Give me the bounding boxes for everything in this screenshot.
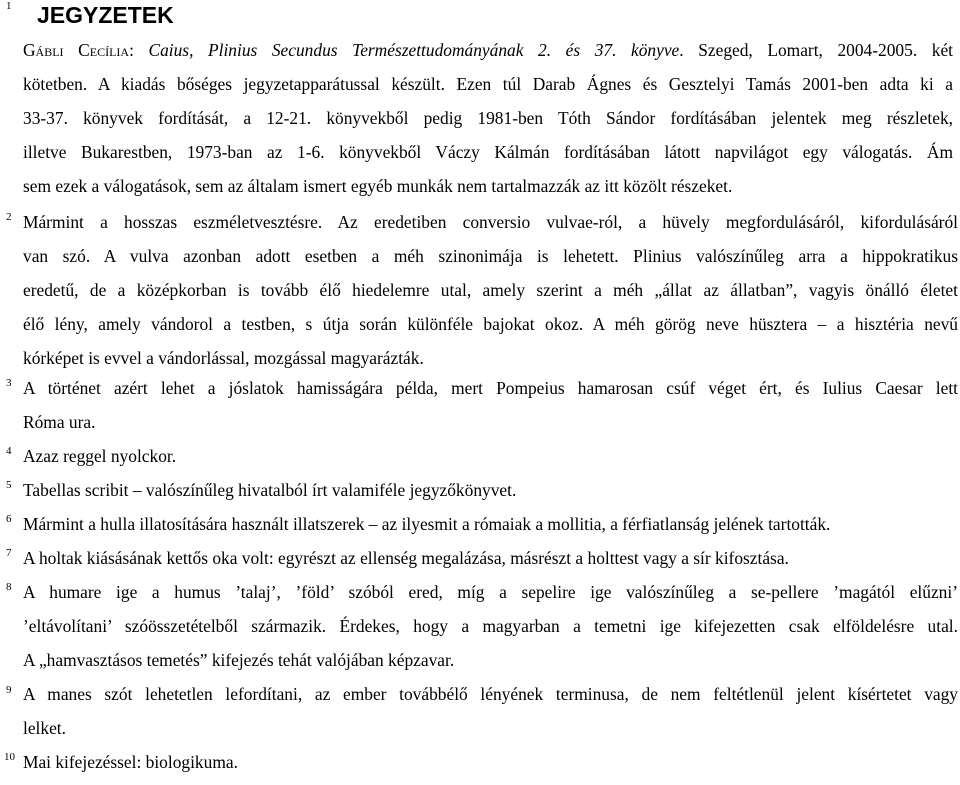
note-paragraph bbox=[23, 745, 958, 779]
book-title: Caius, Plinius Secundus Természettudományának 2. és 37. könyve bbox=[148, 40, 680, 60]
note-line: A történet azért lehet a jóslatok hamisságára példa, mert Pompeius hamarosan csúf véget ért, és Iulius Caesar lett bbox=[23, 378, 958, 398]
author-name: Gábli Cecília bbox=[23, 40, 130, 60]
heading-note-number: 1 bbox=[6, 0, 12, 12]
note-line: Mai kifejezéssel: biologikuma. bbox=[23, 752, 238, 772]
note-number: 7 bbox=[6, 547, 12, 559]
note-paragraph bbox=[23, 541, 958, 575]
author-separator: : bbox=[129, 40, 149, 60]
note-line: A humare ige a humus ’talaj’, ’föld’ szóból ered, míg a sepelire ige valószínűleg a se-pellere ’magától elűzni’ bbox=[23, 582, 958, 602]
note-line: Róma ura. bbox=[23, 412, 96, 432]
note-line: lelket. bbox=[23, 718, 66, 738]
note-line: sem ezek a válogatások, sem az általam ismert egyéb munkák nem tartalmazzák az itt közölt részeket. bbox=[23, 176, 733, 196]
note-line: Tabellas scribit – valószínűleg hivatalból írt valamiféle jegyzőkönyvet. bbox=[23, 480, 517, 500]
note-line: élő lény, amely vándorol a testben, s útja során különféle bajokat okoz. A méh görög neve hüsztera – a hisztéria nevű bbox=[23, 314, 958, 334]
note-number: 2 bbox=[6, 211, 12, 223]
note-line: kórképet is evvel a vándorlással, mozgással magyarázták. bbox=[23, 348, 424, 368]
note-text: . Szeged, Lomart, 2004-2005. két bbox=[679, 40, 953, 60]
note-paragraph bbox=[23, 371, 958, 439]
note-paragraph bbox=[23, 473, 958, 507]
note-paragraph bbox=[23, 575, 958, 677]
note-line: van szó. A vulva azonban adott esetben a méh szinonimája is lehetett. Plinius valószínűleg arra a hippokratikus bbox=[23, 246, 958, 266]
note-paragraph bbox=[23, 439, 958, 473]
note-line: Mármint a hulla illatosítására használt illatszerek – az ilyesmit a rómaiak a mollitia, a férfiatlanság jelének tartották. bbox=[23, 514, 831, 534]
note-number: 3 bbox=[6, 377, 12, 389]
note-paragraph bbox=[23, 205, 958, 375]
note-paragraph bbox=[23, 33, 953, 203]
note-line: A „hamvasztásos temetés” kifejezés tehát valójában képzavar. bbox=[23, 650, 455, 670]
note-paragraph bbox=[23, 507, 958, 541]
note-line: Mármint a hosszas eszméletvesztésre. Az eredetiben conversio vulvae-ról, a hüvely megfordulásáról, kifordulásáról bbox=[23, 212, 958, 232]
note-line: kötetben. A kiadás bőséges jegyzetapparátussal készült. Ezen túl Darab Ágnes és Gesztelyi Tamás 2001-ben adta ki a bbox=[23, 74, 953, 94]
note-number: 4 bbox=[6, 445, 12, 457]
note-line bbox=[23, 33, 953, 67]
note-line: illetve Bukarestben, 1973-ban az 1-6. könyvekből Váczy Kálmán fordításában látott napvilágot egy válogatás. Ám bbox=[23, 142, 953, 162]
note-line: Azaz reggel nyolckor. bbox=[23, 446, 177, 466]
note-line: 33-37. könyvek fordítását, a 12-21. könyvekből pedig 1981-ben Tóth Sándor fordításában jelentek meg részletek, bbox=[23, 108, 953, 128]
note-number: 5 bbox=[6, 479, 12, 491]
note-line: A holtak kiásásának kettős oka volt: egyrészt az ellenség megalázása, másrészt a holttest vagy a sír kifosztása. bbox=[23, 548, 789, 568]
note-number: 8 bbox=[6, 581, 12, 593]
note-number: 9 bbox=[6, 684, 12, 696]
note-line: ’eltávolítani’ szóösszetételből származik. Érdekes, hogy a magyarban a temetni ige kifejezetten csak elföldelésre utal. bbox=[23, 616, 958, 636]
note-line: A manes szót lehetetlen lefordítani, az ember továbbélő lényének terminusa, de nem feltétlenül jelent kísértetet vagy bbox=[23, 684, 958, 704]
note-paragraph bbox=[23, 677, 958, 745]
note-number: 6 bbox=[6, 513, 12, 525]
note-number: 10 bbox=[4, 751, 15, 763]
page-title: JEGYZETEK bbox=[37, 2, 174, 28]
note-line: eredetű, de a középkorban is tovább élő hiedelemre utal, amely szerint a méh „állat az állatban”, vagyis önálló életet bbox=[23, 280, 958, 300]
